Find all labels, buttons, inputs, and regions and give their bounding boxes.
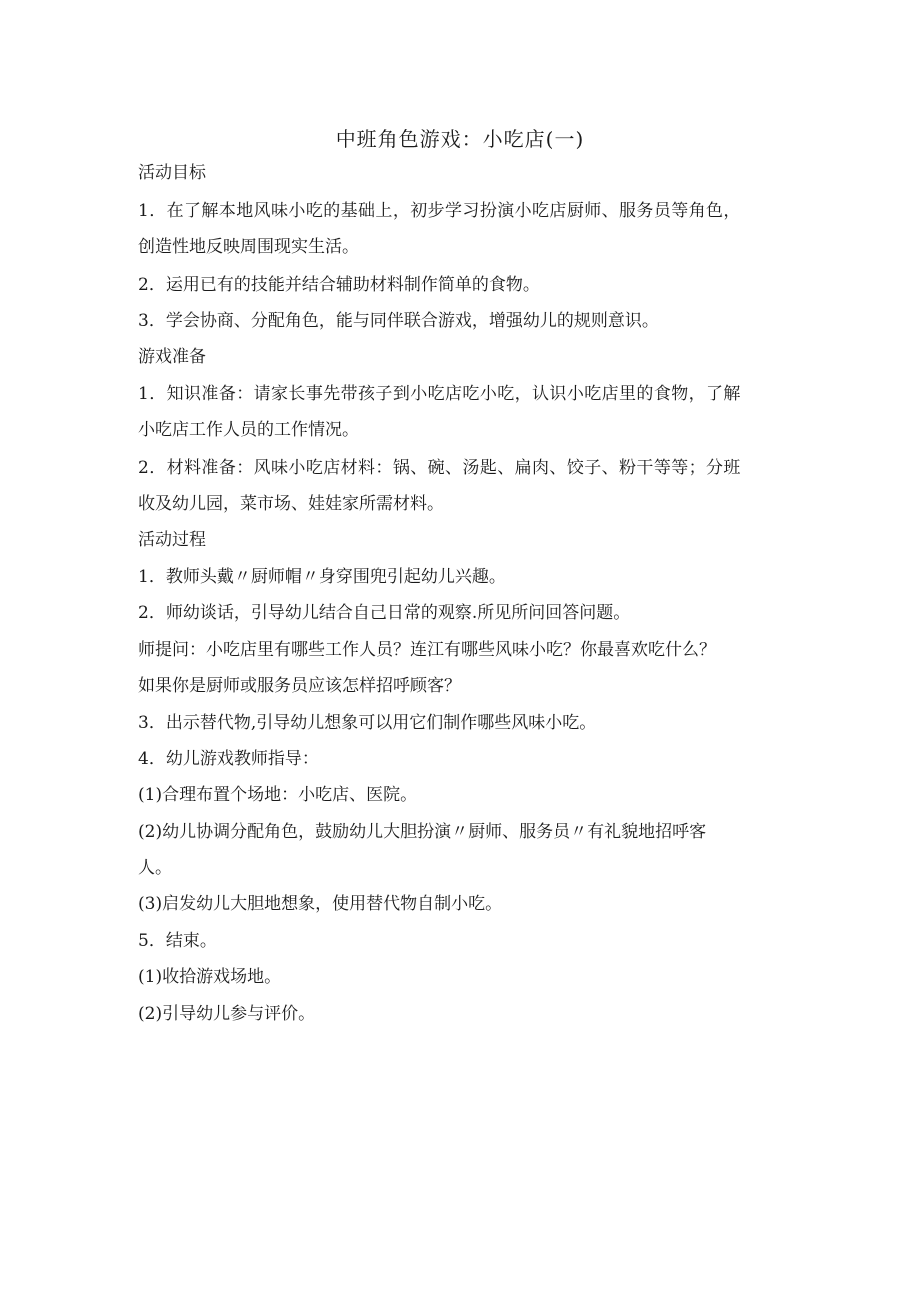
process-4-sub-1: (1)合理布置个场地：小吃店、医院。 [138, 785, 418, 805]
process-5: 5．结束。 [138, 931, 217, 951]
teacher-question-line-2: 如果你是厨师或服务员应该怎样招呼顾客？ [138, 676, 461, 696]
heading-activity-process: 活动过程 [138, 530, 206, 550]
process-4: 4．幼儿游戏教师指导： [138, 749, 319, 769]
process-4-sub-3: (3)启发幼儿大胆地想象，使用替代物自制小吃。 [138, 894, 503, 914]
prep-1-line-1: 1．知识准备：请家长事先带孩子到小吃店吃小吃，认识小吃店里的食物，了解 [138, 384, 741, 404]
goal-1-line-1: 1．在了解本地风味小吃的基础上，初步学习扮演小吃店厨师、服务员等角色， [138, 201, 741, 221]
process-4-sub-2-line-2: 人。 [138, 858, 172, 878]
process-3: 3．出示替代物,引导幼儿想象可以用它们制作哪些风味小吃。 [138, 713, 597, 733]
goal-2: 2．运用已有的技能并结合辅助材料制作简单的食物。 [138, 275, 540, 295]
teacher-question-line-1: 师提问：小吃店里有哪些工作人员？连江有哪些风味小吃？你最喜欢吃什么？ [138, 640, 716, 660]
goal-1-line-2: 创造性地反映周围现实生活。 [138, 237, 359, 257]
document-title: 中班角色游戏：小吃店(一) [335, 127, 585, 151]
process-1: 1．教师头戴〃厨师帽〃身穿围兜引起幼儿兴趣。 [138, 567, 506, 587]
process-2: 2．师幼谈话，引导幼儿结合自己日常的观察.所见所问回答问题。 [138, 603, 631, 623]
prep-2-line-2: 收及幼儿园，菜市场、娃娃家所需材料。 [138, 494, 444, 514]
process-5-sub-1: (1)收拾游戏场地。 [138, 967, 282, 987]
prep-1-line-2: 小吃店工作人员的工作情况。 [138, 420, 359, 440]
goal-3: 3．学会协商、分配角色，能与同伴联合游戏，增强幼儿的规则意识。 [138, 311, 659, 331]
process-4-sub-2-line-1: (2)幼儿协调分配角色，鼓励幼儿大胆扮演〃厨师、服务员〃有礼貌地招呼客 [138, 822, 707, 842]
heading-activity-goals: 活动目标 [138, 163, 206, 183]
heading-game-preparation: 游戏准备 [138, 347, 206, 367]
process-5-sub-2: (2)引导幼儿参与评价。 [138, 1004, 316, 1024]
prep-2-line-1: 2．材料准备：风味小吃店材料：锅、碗、汤匙、扁肉、饺子、粉干等等；分班 [138, 458, 741, 478]
